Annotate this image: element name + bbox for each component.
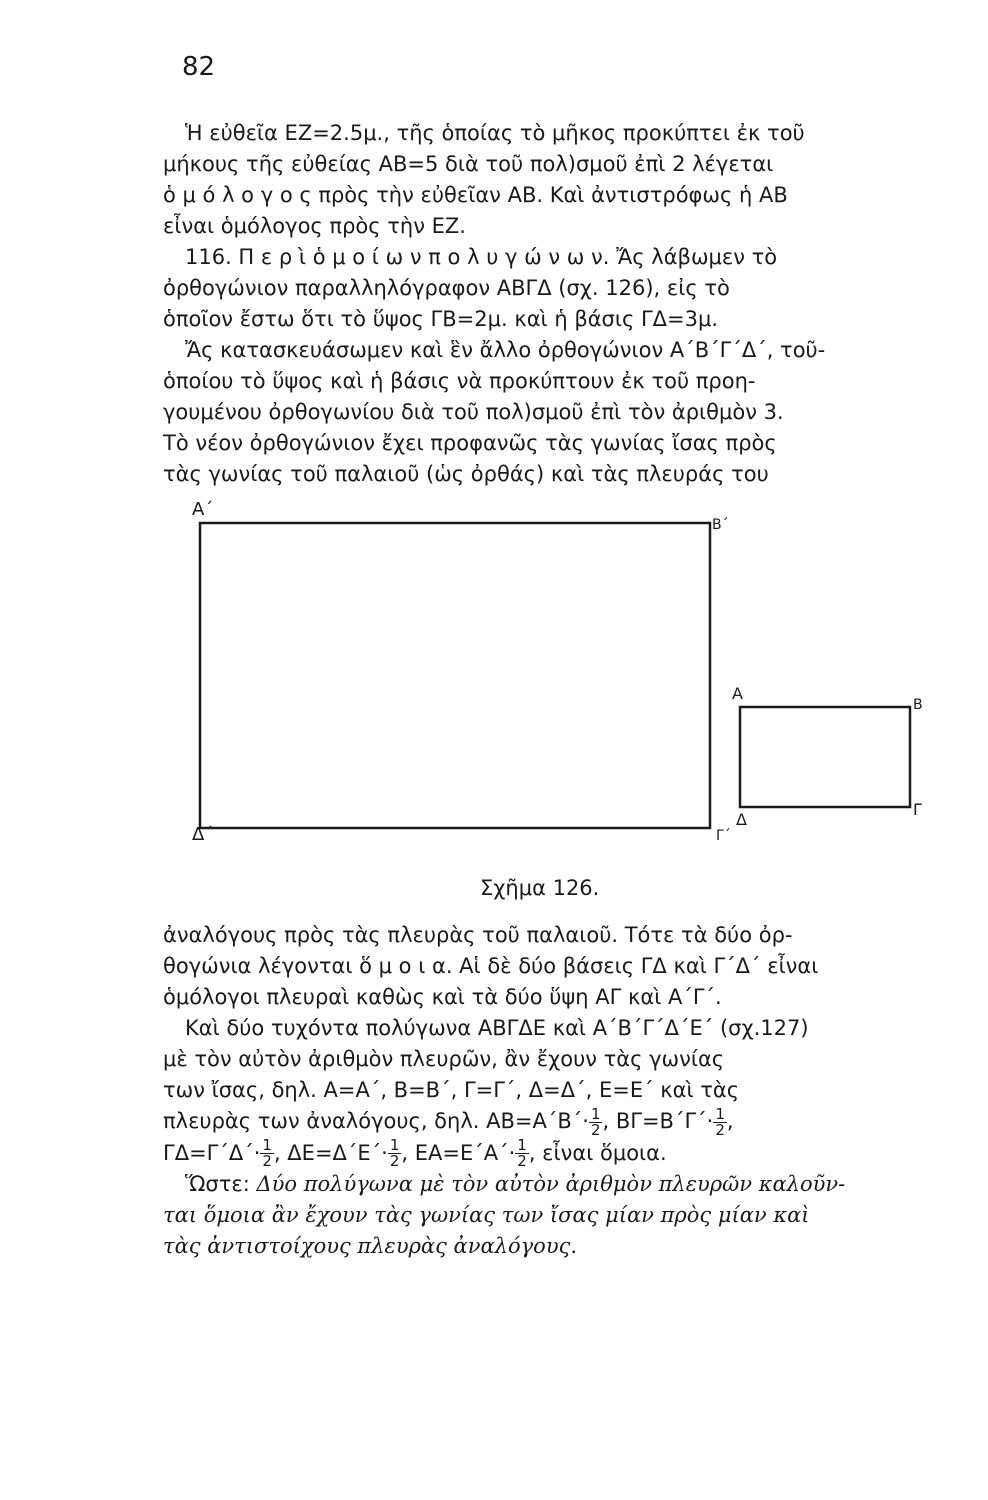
conclusion-text: Δύο πολύγωνα μὲ τὸν αὐτὸν ἀριθμὸν πλευρῶν καλοῦν- — [256, 1172, 846, 1196]
upper-text — [163, 118, 943, 490]
top-paragraph-line: εἶναι ὁμόλογος πρὸς τὴν ΕΖ. — [163, 214, 466, 238]
fraction — [589, 1104, 603, 1139]
label-large-bottom-left: Δ΄ — [192, 824, 214, 845]
fraction-denominator: 2 — [262, 1152, 272, 1170]
small-rectangle — [740, 707, 910, 807]
fraction-denominator: 2 — [389, 1152, 400, 1170]
figure-126 — [180, 495, 950, 855]
section-line: ὀρθογώνιον παραλληλόγραφον ΑΒΓΔ (σχ. 126), εἰς τὸ — [163, 276, 730, 300]
body-line: ἀναλόγους πρὸς τὰς πλευρὰς τοῦ παλαιοῦ. Τότε τὰ δύο ὀρ- — [163, 923, 793, 947]
conclusion-line: ται ὅμοια ἂν ἔχουν τὰς γωνίας των ἴσας μίαν πρὸς μίαν καὶ — [163, 1203, 810, 1227]
label-small-top-right: Β — [913, 697, 923, 713]
eq2-end: , εἶναι ὅμοια. — [528, 1140, 667, 1165]
fraction-denominator: 2 — [715, 1120, 725, 1139]
label-large-bottom-right: Γ΄ — [716, 828, 731, 844]
eq1-end: , — [726, 1109, 734, 1133]
section-line: Τὸ νέον ὀρθογώνιον ἔχει προφανῶς τὰς γωνίας ἴσας πρὸς — [163, 431, 777, 455]
section-line: γουμένου ὀρθογωνίου διὰ τοῦ πολ)σμοῦ ἐπὶ τὸν ἀριθμὸν 3. — [163, 400, 784, 424]
fraction-numerator: 1 — [262, 1136, 272, 1154]
page-number: 82 — [182, 52, 216, 82]
fraction — [713, 1104, 727, 1139]
fraction — [260, 1138, 274, 1169]
label-small-top-left: Α — [732, 684, 743, 703]
section-text: Ἄς λάβωμεν τὸ — [616, 245, 778, 269]
eq2-b: , ΔΕ=Δ΄Ε΄· — [273, 1140, 388, 1165]
fraction-numerator: 1 — [389, 1136, 400, 1154]
label-small-bottom-left: Δ — [736, 810, 747, 829]
eq2-c: , ΕΑ=Ε΄Α΄· — [401, 1140, 516, 1165]
top-paragraph-line: ὁ μ ό λ ο γ ο ς πρὸς τὴν εὐθεῖαν ΑΒ. Καὶ ἀντιστρόφως ἡ ΑΒ — [163, 183, 788, 207]
top-paragraph-line: Ἡ εὐθεῖα ΕΖ=2.5μ., τῆς ὁποίας τὸ μῆκος προκύπτει ἐκ τοῦ — [185, 121, 805, 145]
top-paragraph-line: μήκους τῆς εὐθείας ΑΒ=5 διὰ τοῦ πολ)σμοῦ ἐπὶ 2 λέγεται — [163, 152, 774, 176]
section-line: ὁποίου τὸ ὕψος καὶ ἡ βάσις νὰ προκύπτουν ἐκ τοῦ προη- — [163, 369, 756, 393]
body-line: ὁμόλογοι πλευραὶ καθὼς καὶ τὰ δύο ὕψη ΑΓ καὶ Α΄Γ΄. — [163, 985, 722, 1009]
fraction — [515, 1138, 529, 1169]
body-line: των ἴσας, δηλ. Α=Α΄, Β=Β΄, Γ=Γ΄, Δ=Δ΄, Ε=Ε΄ καὶ τὰς — [163, 1078, 740, 1102]
fraction-numerator: 1 — [517, 1136, 527, 1154]
section-line: Ἄς κατασκευάσωμεν καὶ ἓν ἄλλο ὀρθογώνιον Α΄Β΄Γ΄Δ΄, τοῦ- — [185, 338, 826, 362]
fraction-denominator: 2 — [517, 1152, 527, 1170]
eq1-prefix: πλευρὰς των ἀναλόγους, δηλ. ΑΒ=Α΄Β΄· — [163, 1109, 589, 1133]
section-116-first-line — [163, 242, 943, 273]
label-large-top-right: Β΄ — [712, 517, 729, 533]
eq2-a: ΓΔ=Γ΄Δ΄· — [163, 1140, 261, 1165]
section-heading: 116. Π ε ρ ὶ ὁ μ ο ί ω ν π ο λ υ γ ώ ν ω ν. — [185, 245, 610, 269]
body-line: μὲ τὸν αὐτὸν ἀριθμὸν πλευρῶν, ἂν ἔχουν τὰς γωνίας — [163, 1047, 725, 1071]
fraction-numerator: 1 — [715, 1104, 725, 1123]
fraction-numerator: 1 — [590, 1104, 601, 1123]
label-small-bottom-right: Γ — [913, 800, 922, 819]
body-line: Καὶ δύο τυχόντα πολύγωνα ΑΒΓΔΕ καὶ Α΄Β΄Γ΄Δ΄Ε΄ (σχ.127) — [185, 1016, 809, 1040]
equation-line-2 — [163, 1138, 943, 1170]
lower-text — [163, 920, 943, 1262]
label-large-top-left: Α΄ — [192, 499, 214, 520]
conclusion-line — [163, 1169, 943, 1200]
equation-line-1 — [163, 1106, 943, 1138]
large-rectangle — [200, 523, 710, 828]
fraction — [388, 1138, 402, 1169]
eq1-mid: , ΒΓ=Β΄Γ΄· — [602, 1109, 714, 1133]
section-line: ὁποῖον ἔστω ὅτι τὸ ὕψος ΓΒ=2μ. καὶ ἡ βάσις ΓΔ=3μ. — [163, 307, 719, 331]
conclusion-line: τὰς ἀντιστοίχους πλευρὰς ἀναλόγους. — [163, 1234, 578, 1258]
fraction-denominator: 2 — [590, 1120, 601, 1139]
figure-caption: Σχῆμα 126. — [480, 876, 600, 900]
conclusion-label: Ὥστε: — [185, 1172, 250, 1196]
section-line: τὰς γωνίας τοῦ παλαιοῦ (ὡς ὀρθάς) καὶ τὰς πλευράς του — [163, 462, 769, 486]
body-line: θογώνια λέγονται ὅ μ ο ι α. Αἱ δὲ δύο βάσεις ΓΔ καὶ Γ΄Δ΄ εἶναι — [163, 954, 819, 978]
